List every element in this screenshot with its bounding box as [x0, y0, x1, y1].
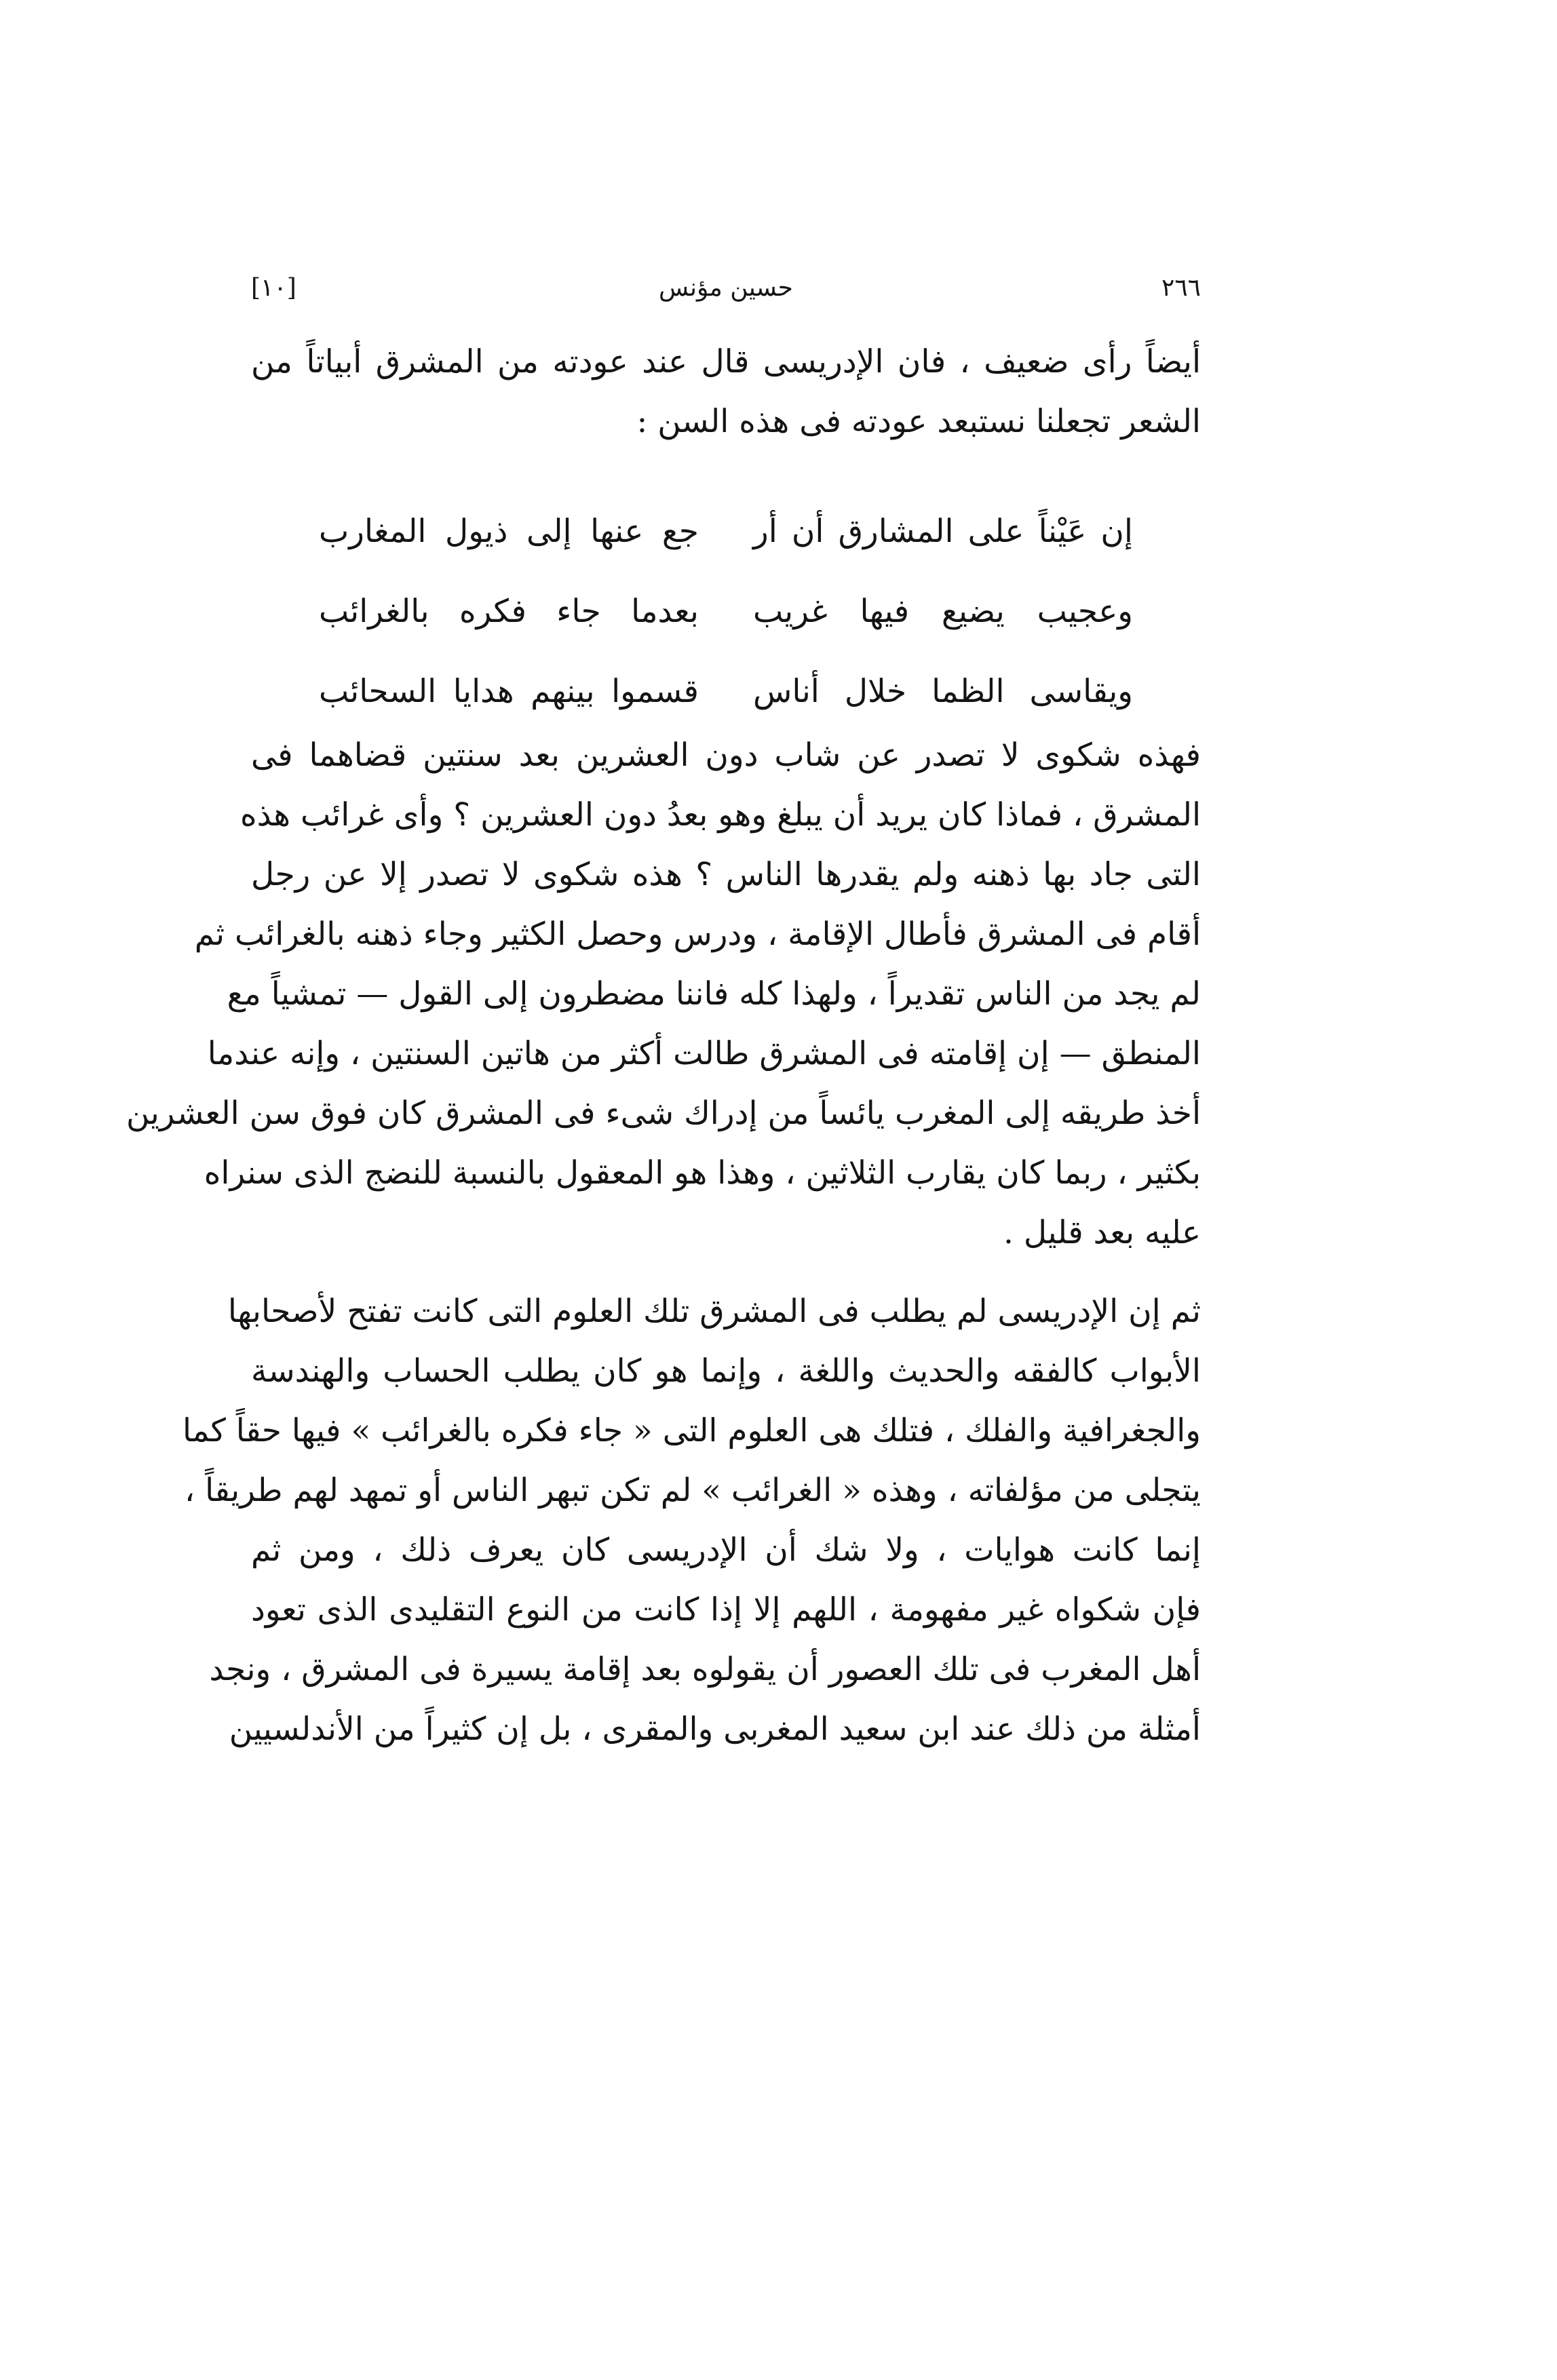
verse-second-hemistich: بعدما جاء فكره بالغرائب: [319, 593, 699, 630]
text-line: عليه بعد قليل .: [1003, 1214, 1201, 1251]
text-line: يتجلى من مؤلفاته ، وهذه « الغرائب » لم تكن تبهر الناس أو تمهد لهم طريقاً ،: [184, 1472, 1201, 1509]
verse-first-hemistich: وعجيب يضيع فيها غريب: [753, 593, 1133, 630]
running-head-author: حسين مؤنس: [659, 274, 793, 302]
paragraph-intro: [251, 332, 1201, 452]
paragraph-sciences: [182, 1282, 1201, 1759]
page-number: ٢٦٦: [1161, 274, 1201, 302]
verse-second-hemistich: جع عنها إلى ذيول المغارب: [319, 513, 699, 550]
text-line: المنطق — إن إقامته فى المشرق طالت أكثر من هاتين السنتين ، وإنه عندما: [207, 1035, 1201, 1072]
text-line: أهل المغرب فى تلك العصور أن يقولوه بعد إقامة يسيرة فى المشرق ، ونجد: [209, 1651, 1201, 1688]
verse-second-hemistich: قسموا بينهم هدايا السحائب: [319, 673, 699, 710]
text-line: بكثير ، ربما كان يقارب الثلاثين ، وهذا هو المعقول بالنسبة للنضج الذى سنراه: [204, 1154, 1201, 1192]
text-line: أمثلة من ذلك عند ابن سعيد المغربى والمقرى ، بل إن كثيراً من الأندلسيين: [229, 1711, 1201, 1748]
paragraph-complaint: [126, 726, 1201, 1263]
text-line: أيضاً رأى ضعيف ، فان الإدريسى قال عند عودته من المشرق أبياتاً من: [251, 343, 1201, 381]
verse-first-hemistich: ويقاسى الظما خلال أناس: [753, 673, 1133, 710]
text-line: إنما كانت هوايات ، ولا شك أن الإدريسى كان يعرف ذلك ، ومن ثم: [251, 1532, 1201, 1569]
text-line: لم يجد من الناس تقديراً ، ولهذا كله فاننا مضطرون إلى القول — تمشياً مع: [227, 975, 1201, 1013]
text-line: فإن شكواه غير مفهومة ، اللهم إلا إذا كانت من النوع التقليدى الذى تعود: [251, 1591, 1201, 1628]
poem-verses: [319, 492, 1133, 732]
text-line: الشعر تجعلنا نستبعد عودته فى هذه السن :: [636, 403, 1201, 440]
text-line: المشرق ، فماذا كان يريد أن يبلغ وهو بعدُ دون العشرين ؟ وأى غرائب هذه: [239, 796, 1201, 834]
running-header: [251, 258, 1201, 319]
text-line: التى جاد بها ذهنه ولم يقدرها الناس ؟ هذه شكوى لا تصدر إلا عن رجل: [251, 856, 1201, 893]
verse-first-hemistich: إن عَيْناً على المشارق أن أر: [753, 513, 1133, 550]
text-line: الأبواب كالفقه والحديث واللغة ، وإنما هو كان يطلب الحساب والهندسة: [251, 1352, 1201, 1390]
text-line: ثم إن الإدريسى لم يطلب فى المشرق تلك العلوم التى كانت تفتح لأصحابها: [227, 1293, 1201, 1330]
text-line: والجغرافية والفلك ، فتلك هى العلوم التى « جاء فكره بالغرائب » فيها حقاً كما: [182, 1412, 1201, 1449]
text-line: فهذه شكوى لا تصدر عن شاب دون العشرين بعد سنتين قضاهما فى: [251, 737, 1201, 774]
verse-line: [319, 572, 1133, 652]
section-number: [١٠]: [251, 274, 296, 302]
text-line: أقام فى المشرق فأطال الإقامة ، ودرس وحصل الكثير وجاء ذهنه بالغرائب ثم: [194, 916, 1201, 953]
text-line: أخذ طريقه إلى المغرب يائساً من إدراك شىء فى المشرق كان فوق سن العشرين: [126, 1095, 1201, 1132]
verse-line: [319, 652, 1133, 732]
verse-line: [319, 492, 1133, 572]
